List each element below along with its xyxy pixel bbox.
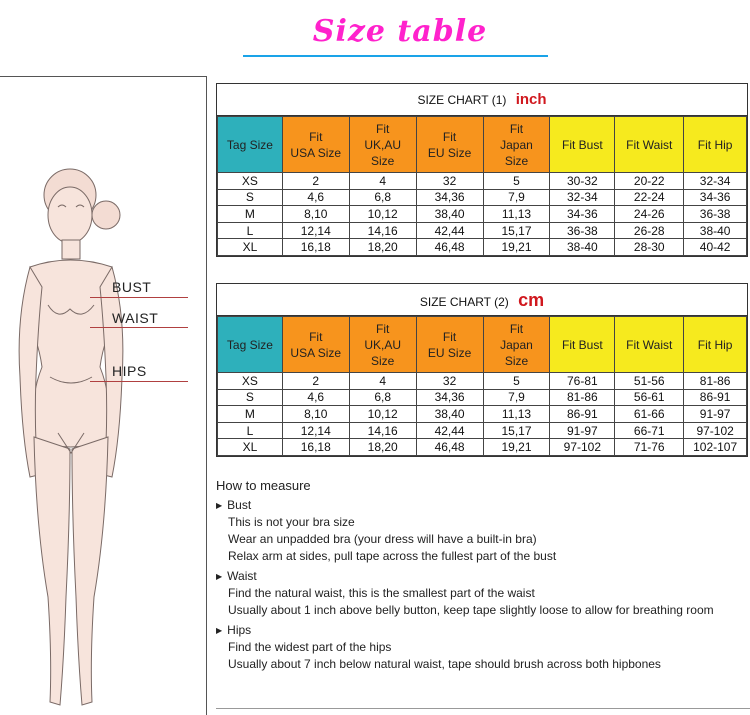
header-fit-bust: Fit Bust	[550, 317, 615, 373]
table-row	[218, 373, 747, 390]
table-cell: 4,6	[282, 189, 349, 206]
table-cell: 18,20	[349, 239, 416, 256]
chart-title-text: SIZE CHART (1)	[417, 93, 507, 107]
table-cell: 66-71	[615, 422, 684, 439]
header-usa-size: Fit USA Size	[282, 117, 349, 173]
header-fit-bust: Fit Bust	[550, 117, 615, 173]
chart-title-text: SIZE CHART (2)	[419, 295, 509, 309]
table-row	[218, 422, 747, 439]
table-cell: 46,48	[416, 239, 483, 256]
instruction-line: Usually about 1 inch above belly button, keep tape slightly loose to allow for breathing room	[228, 603, 714, 617]
table-cell: 16,18	[282, 439, 349, 456]
table-cell: 34,36	[416, 389, 483, 406]
table-cell: 32-34	[684, 173, 747, 190]
table-cell: 97-102	[684, 422, 747, 439]
table-cell: 15,17	[483, 222, 550, 239]
table-cell: 10,12	[349, 406, 416, 423]
header-uk-au-size: Fit UK,AU Size	[349, 317, 416, 373]
table-cell: 5	[483, 173, 550, 190]
table-cell: 19,21	[483, 239, 550, 256]
table-cell: 6,8	[349, 389, 416, 406]
header-usa-size: Fit USA Size	[282, 317, 349, 373]
bust-section-heading: ▶ Bust	[216, 498, 252, 512]
table-cell: S	[218, 389, 283, 406]
header-eu-size: Fit EU Size	[416, 317, 483, 373]
header-fit-waist: Fit Waist	[615, 117, 684, 173]
table-cell: 8,10	[282, 406, 349, 423]
bottom-divider	[216, 708, 750, 709]
table-cell: 4	[349, 173, 416, 190]
page-title: Size table	[312, 14, 488, 49]
chart-unit: cm	[518, 290, 545, 310]
table-cell: 46,48	[416, 439, 483, 456]
table-cell: M	[218, 206, 283, 223]
header-eu-size: Fit EU Size	[416, 117, 483, 173]
header-row	[218, 317, 747, 373]
table-cell: L	[218, 222, 283, 239]
instruction-line: Find the natural waist, this is the smallest part of the waist	[228, 586, 535, 600]
table-cell: 5	[483, 373, 550, 390]
table-cell: 76-81	[550, 373, 615, 390]
table-cell: 36-38	[550, 222, 615, 239]
chart-title	[217, 284, 747, 316]
table-cell: 19,21	[483, 439, 550, 456]
table-cell: 14,16	[349, 422, 416, 439]
table-cell: 38-40	[684, 222, 747, 239]
chart-title	[217, 84, 747, 116]
table-cell: 8,10	[282, 206, 349, 223]
header-fit-waist: Fit Waist	[615, 317, 684, 373]
table-cell: XS	[218, 373, 283, 390]
table-cell: 38,40	[416, 406, 483, 423]
table-row	[218, 406, 747, 423]
how-to-measure-heading: How to measure	[216, 478, 311, 493]
table-cell: 2	[282, 173, 349, 190]
table-row	[218, 389, 747, 406]
table-row	[218, 439, 747, 456]
table-cell: 18,20	[349, 439, 416, 456]
header-tag-size: Tag Size	[218, 117, 283, 173]
table-cell: 56-61	[615, 389, 684, 406]
table-cell: 32	[416, 173, 483, 190]
table-cell: 38,40	[416, 206, 483, 223]
header-fit-hip: Fit Hip	[684, 317, 747, 373]
table-cell: 15,17	[483, 422, 550, 439]
header-tag-size: Tag Size	[218, 317, 283, 373]
instruction-line: Relax arm at sides, pull tape across the fullest part of the bust	[228, 549, 557, 563]
table-cell: 30-32	[550, 173, 615, 190]
table-cell: 51-56	[615, 373, 684, 390]
figure-panel	[0, 76, 207, 715]
table-cell: 91-97	[684, 406, 747, 423]
table-cell: 34-36	[684, 189, 747, 206]
instruction-line: This is not your bra size	[228, 515, 355, 529]
hips-section-heading: ▶ Hips	[216, 623, 252, 637]
triangle-bullet-icon: ▶	[216, 572, 223, 581]
body-figure-illustration	[0, 77, 206, 715]
table-row	[218, 173, 747, 190]
table-cell: 91-97	[550, 422, 615, 439]
table-cell: 102-107	[684, 439, 747, 456]
how-to-measure	[216, 478, 750, 673]
waist-indicator-line	[90, 327, 188, 328]
table-cell: 12,14	[282, 422, 349, 439]
table-cell: 10,12	[349, 206, 416, 223]
instruction-line: Wear an unpadded bra (your dress will have a built-in bra)	[228, 532, 537, 546]
table-cell: 40-42	[684, 239, 747, 256]
table-row	[218, 222, 747, 239]
table-cell: 32-34	[550, 189, 615, 206]
bust-label: BUST	[112, 279, 152, 295]
table-cell: 34,36	[416, 189, 483, 206]
hips-indicator-line	[90, 381, 188, 382]
triangle-bullet-icon: ▶	[216, 626, 223, 635]
size-chart-inch	[216, 83, 748, 257]
instruction-line: Usually about 7 inch below natural waist, tape should brush across both hipbones	[228, 657, 661, 671]
table-cell: 42,44	[416, 422, 483, 439]
table-cell: 6,8	[349, 189, 416, 206]
table-cell: 26-28	[615, 222, 684, 239]
table-cell: 42,44	[416, 222, 483, 239]
table-cell: 7,9	[483, 189, 550, 206]
waist-section-heading: ▶ Waist	[216, 569, 257, 583]
table-cell: 14,16	[349, 222, 416, 239]
size-table	[217, 316, 747, 456]
size-table	[217, 116, 747, 256]
waist-label: WAIST	[112, 310, 159, 326]
table-cell: 28-30	[615, 239, 684, 256]
size-chart-cm	[216, 283, 748, 457]
table-cell: 34-36	[550, 206, 615, 223]
table-cell: S	[218, 189, 283, 206]
table-cell: 2	[282, 373, 349, 390]
table-cell: 12,14	[282, 222, 349, 239]
table-cell: 4,6	[282, 389, 349, 406]
hips-label: HIPS	[112, 363, 147, 379]
table-cell: 22-24	[615, 189, 684, 206]
header-uk-au-size: Fit UK,AU Size	[349, 117, 416, 173]
table-cell: 86-91	[684, 389, 747, 406]
table-cell: 16,18	[282, 239, 349, 256]
table-cell: 32	[416, 373, 483, 390]
table-cell: 20-22	[615, 173, 684, 190]
table-cell: 11,13	[483, 406, 550, 423]
table-row	[218, 189, 747, 206]
table-row	[218, 206, 747, 223]
table-cell: M	[218, 406, 283, 423]
table-cell: 36-38	[684, 206, 747, 223]
table-cell: 86-91	[550, 406, 615, 423]
header-japan-size: Fit Japan Size	[483, 317, 550, 373]
table-cell: XS	[218, 173, 283, 190]
title-underline	[243, 55, 548, 57]
table-cell: XL	[218, 439, 283, 456]
table-cell: 61-66	[615, 406, 684, 423]
table-cell: 81-86	[550, 389, 615, 406]
table-cell: 7,9	[483, 389, 550, 406]
table-cell: L	[218, 422, 283, 439]
bust-indicator-line	[90, 297, 188, 298]
header-japan-size: Fit Japan Size	[483, 117, 550, 173]
table-cell: 81-86	[684, 373, 747, 390]
table-cell: 24-26	[615, 206, 684, 223]
header-row	[218, 117, 747, 173]
table-row	[218, 239, 747, 256]
table-cell: XL	[218, 239, 283, 256]
header-fit-hip: Fit Hip	[684, 117, 747, 173]
table-cell: 97-102	[550, 439, 615, 456]
table-cell: 38-40	[550, 239, 615, 256]
table-cell: 11,13	[483, 206, 550, 223]
instruction-line: Find the widest part of the hips	[228, 640, 392, 654]
triangle-bullet-icon: ▶	[216, 501, 223, 510]
chart-unit: inch	[515, 91, 547, 108]
table-cell: 71-76	[615, 439, 684, 456]
table-cell: 4	[349, 373, 416, 390]
